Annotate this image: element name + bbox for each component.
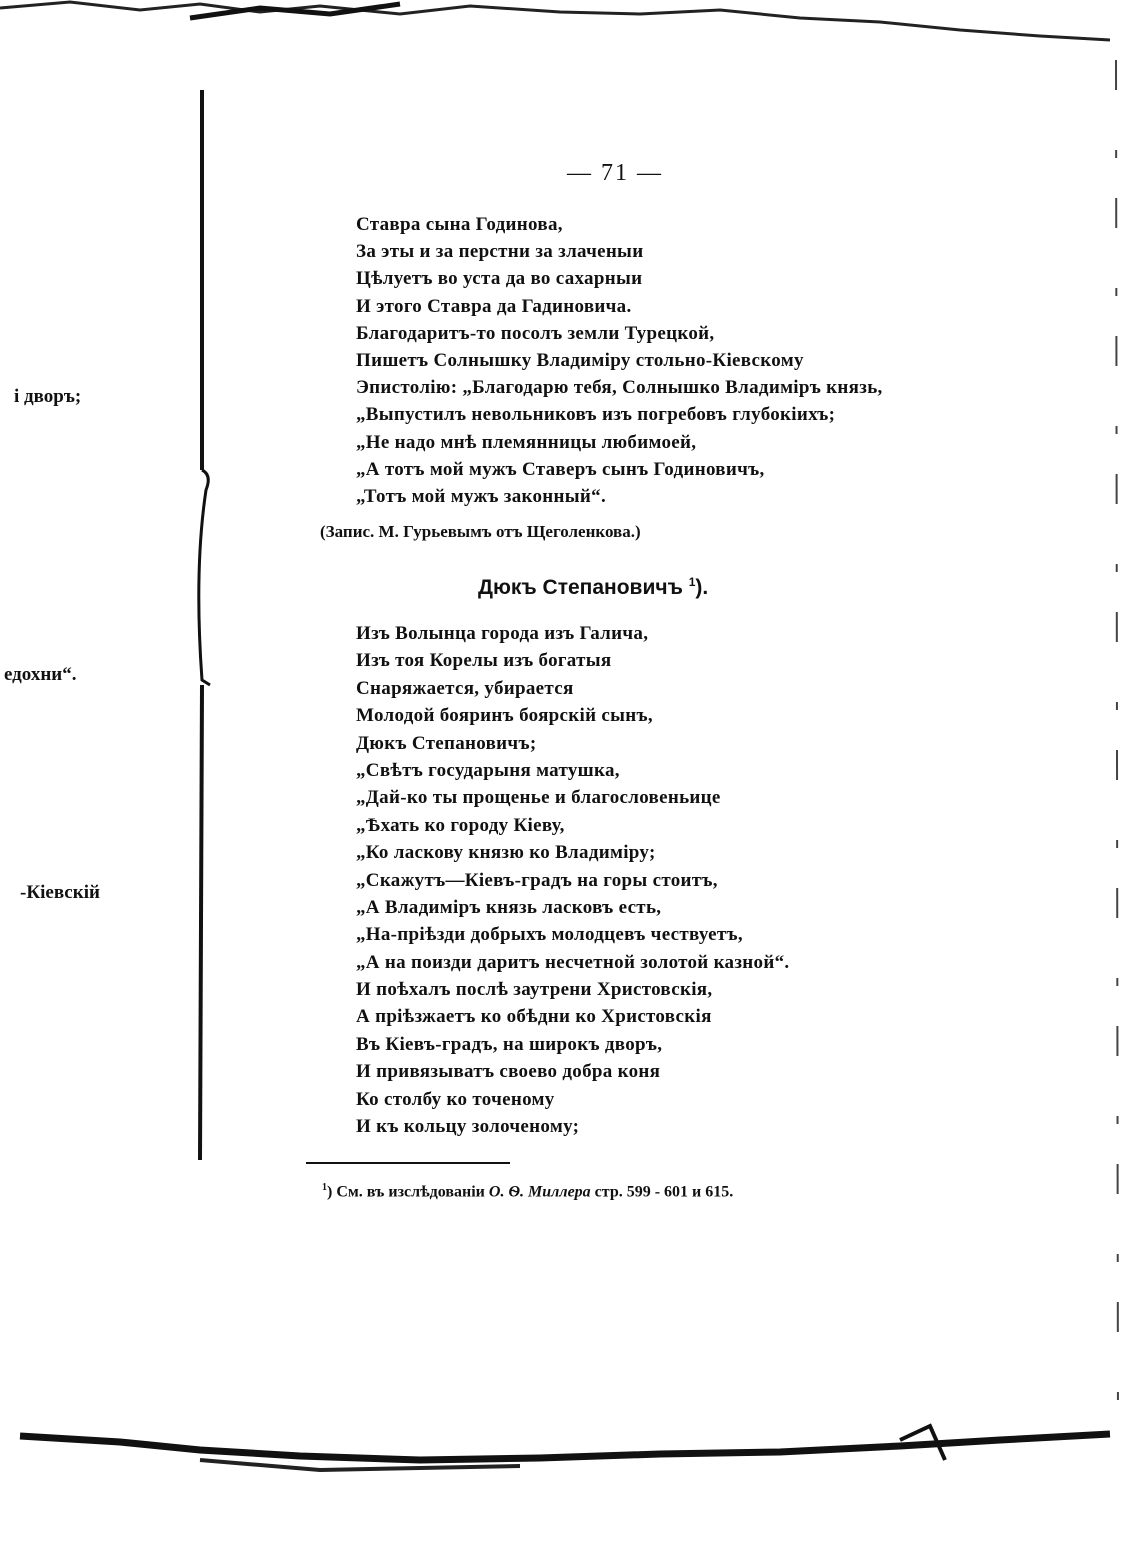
verse-line: „Тотъ мой мужъ законный“. <box>356 485 607 507</box>
verse-line: И привязыватъ своево добра коня <box>356 1061 661 1083</box>
footnote-author: О. Ѳ. Миллера <box>488 1183 591 1201</box>
verse-line: Изъ тоя Корелы изъ богатыя <box>356 650 612 672</box>
section-title-suffix: ). <box>695 576 709 599</box>
footnote-suffix: стр. 599 - 601 и 615. <box>590 1183 734 1201</box>
verse-line: „На-пріѣзди добрыхъ молодцевъ чествуетъ, <box>356 924 743 946</box>
verse-line: „Дай-ко ты прощенье и благословеньице <box>356 787 721 809</box>
verse-block-stavr <box>356 211 883 510</box>
verse-block-dyuk <box>356 620 789 1140</box>
scan-edge-top <box>0 0 1140 60</box>
verse-line: Изъ Волынца города изъ Галича, <box>356 623 649 644</box>
footnote-rule <box>306 1162 510 1164</box>
section-title <box>478 575 708 600</box>
verse-line: „Не надо мнѣ племянницы любимоей, <box>356 431 697 453</box>
verse-line: „А тотъ мой мужъ Ставеръ сынъ Годиновичъ, <box>356 458 765 480</box>
verse-line: Ко столбу ко точеному <box>356 1088 555 1110</box>
margin-fragment: і дворъ; <box>14 386 82 407</box>
section-title-text: Дюкъ Степановичъ <box>478 576 683 599</box>
verse-line: „Ко ласкову князю ко Владиміру; <box>356 842 656 864</box>
footnote <box>322 1182 733 1201</box>
page-number: — 71 — <box>567 160 663 186</box>
verse-line: Дюкъ Степановичъ; <box>356 732 537 754</box>
source-note: (Запис. М. Гурьевымъ отъ Щеголенкова.) <box>320 522 641 541</box>
verse-line: А пріѣзжаетъ ко обѣдни ко Христовскія <box>356 1006 712 1028</box>
verse-line: Эпистолію: „Благодарю тебя, Солнышко Владиміръ князь, <box>356 377 883 399</box>
verse-line: И этого Ставра да Гадиновича. <box>356 295 632 317</box>
margin-fragment: едохни“. <box>4 664 77 685</box>
scan-edge-right <box>1096 60 1136 1460</box>
verse-line: И поѣхалъ послѣ заутрени Христовскія, <box>356 979 713 1001</box>
scan-edge-left-rule <box>190 80 220 1180</box>
footnote-prefix: ) См. въ изслѣдованіи <box>327 1183 489 1201</box>
verse-line: Цѣлуетъ во уста да во сахарныи <box>356 268 643 290</box>
verse-line: Снаряжается, убирается <box>356 677 574 699</box>
verse-line: „А Владиміръ князь ласковъ есть, <box>356 896 662 918</box>
footnote-mark: 1 <box>688 575 696 589</box>
verse-line: За эты и за перстни за злаченыи <box>356 241 644 263</box>
scan-edge-bottom <box>0 1420 1140 1530</box>
verse-line: Молодой бояринъ боярскій сынъ, <box>356 705 653 727</box>
verse-line: Въ Кіевъ-градъ, на широкъ дворъ, <box>356 1033 663 1055</box>
verse-line: „Скажутъ—Кіевъ-градъ на горы стоитъ, <box>356 869 718 891</box>
verse-line: „Выпустилъ невольниковъ изъ погребовъ глубокіихъ; <box>356 404 836 426</box>
verse-line: Благодаритъ-то посолъ земли Турецкой, <box>356 322 715 344</box>
margin-fragment: -Кіевскій <box>20 882 100 903</box>
footnote-number: 1 <box>322 1182 327 1193</box>
verse-line: И къ кольцу золоченому; <box>356 1116 580 1138</box>
verse-line: „А на поизди даритъ несчетной золотой казной“. <box>356 951 790 973</box>
verse-line: Ставра сына Годинова, <box>356 214 563 235</box>
verse-line: Пишетъ Солнышку Владиміру стольно-Кіевскому <box>356 349 804 371</box>
verse-line: „Ѣхать ко городу Кіеву, <box>356 814 565 836</box>
verse-line: „Свѣтъ государыня матушка, <box>356 759 620 781</box>
